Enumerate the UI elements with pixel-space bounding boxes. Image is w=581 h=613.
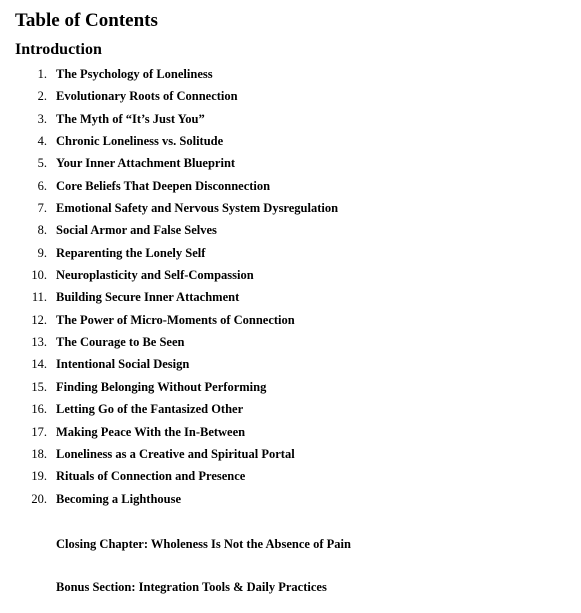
chapter-title: Emotional Safety and Nervous System Dysregulation [56, 201, 339, 216]
chapter-number: 6. [37, 178, 47, 193]
chapter-title: Evolutionary Roots of Connection [56, 89, 238, 104]
chapter-number: 5. [37, 156, 47, 171]
bonus-section: Bonus Section: Integration Tools & Daily Practices [56, 580, 327, 594]
chapter-number: 20. [31, 491, 47, 506]
chapter-title: Chronic Loneliness vs. Solitude [56, 134, 224, 149]
chapter-item [0, 219, 581, 241]
chapter-item [0, 488, 581, 510]
chapter-number: 13. [31, 335, 47, 350]
chapter-item [0, 175, 581, 197]
chapter-item [0, 331, 581, 353]
closing-chapter: Closing Chapter: Wholeness Is Not the Absence of Pain [56, 537, 351, 551]
chapter-title: Loneliness as a Creative and Spiritual Portal [56, 446, 295, 461]
chapter-number: 12. [31, 312, 47, 327]
chapter-item [0, 443, 581, 465]
chapter-title: Reparenting the Lonely Self [56, 245, 206, 260]
chapter-item [0, 242, 581, 264]
chapter-title: Rituals of Connection and Presence [56, 469, 246, 484]
chapter-number: 1. [37, 67, 47, 81]
chapter-list [0, 63, 581, 510]
chapter-title: Making Peace With the In-Between [56, 424, 246, 439]
chapter-item [0, 63, 581, 85]
chapter-item [0, 309, 581, 331]
chapter-number: 18. [31, 446, 47, 461]
chapter-title: Letting Go of the Fantasized Other [56, 402, 244, 417]
chapter-number: 3. [37, 111, 47, 126]
chapter-number: 7. [37, 201, 47, 216]
chapter-item [0, 108, 581, 130]
chapter-number: 4. [37, 134, 47, 149]
chapter-number: 2. [37, 89, 47, 104]
chapter-item [0, 353, 581, 375]
chapter-number: 17. [31, 424, 47, 439]
chapter-item [0, 264, 581, 286]
chapter-item [0, 197, 581, 219]
chapter-number: 10. [31, 268, 47, 283]
chapter-item [0, 421, 581, 443]
chapter-number: 16. [31, 402, 47, 417]
chapter-number: 14. [31, 357, 47, 372]
chapter-number: 15. [31, 379, 47, 394]
chapter-title: Social Armor and False Selves [56, 223, 217, 238]
chapter-number: 11. [31, 290, 47, 305]
chapter-title: The Power of Micro-Moments of Connection [56, 312, 295, 327]
document-title: Table of Contents [15, 10, 158, 31]
chapter-title: The Courage to Be Seen [56, 335, 185, 350]
chapter-item [0, 130, 581, 152]
chapter-title: The Psychology of Loneliness [56, 67, 213, 81]
chapter-title: Becoming a Lighthouse [56, 491, 182, 506]
chapter-item [0, 152, 581, 174]
chapter-item [0, 398, 581, 420]
chapter-title: Intentional Social Design [56, 357, 190, 372]
chapter-item [0, 376, 581, 398]
section-heading-introduction: Introduction [15, 41, 102, 58]
chapter-title: Building Secure Inner Attachment [56, 290, 240, 305]
chapter-title: Core Beliefs That Deepen Disconnection [56, 178, 271, 193]
chapter-title: Your Inner Attachment Blueprint [56, 156, 236, 171]
chapter-title: The Myth of “It’s Just You” [56, 111, 205, 126]
chapter-item [0, 85, 581, 107]
chapter-number: 19. [31, 469, 47, 484]
chapter-item [0, 286, 581, 308]
chapter-title: Finding Belonging Without Performing [56, 379, 267, 394]
chapter-number: 9. [37, 245, 47, 260]
chapter-number: 8. [37, 223, 47, 238]
chapter-title: Neuroplasticity and Self-Compassion [56, 268, 254, 283]
chapter-item [0, 465, 581, 487]
